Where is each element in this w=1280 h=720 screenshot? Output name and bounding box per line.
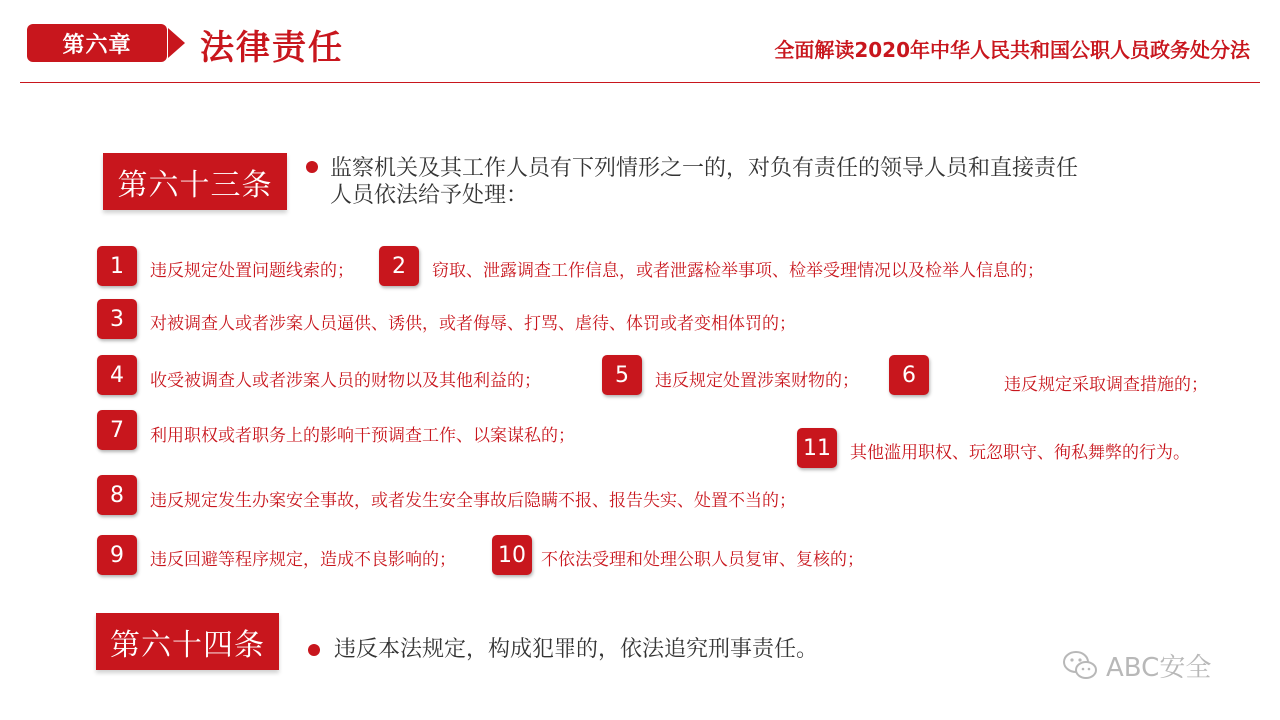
book-title: 全面解读2020年中华人民共和国公职人员政务处分法 (774, 38, 1250, 62)
bullet-icon (308, 644, 320, 656)
item-number-badge: 10 (492, 535, 532, 575)
article-64-text: 违反本法规定，构成犯罪的，依法追究刑事责任。 (334, 637, 819, 662)
article-63-lead (330, 155, 1078, 209)
item-number-badge: 2 (379, 246, 419, 286)
item-text: 利用职权或者职务上的影响干预调查工作、以案谋私的； (150, 426, 575, 446)
header-divider (20, 82, 1260, 83)
item-text: 其他滥用职权、玩忽职守、徇私舞弊的行为。 (850, 443, 1190, 463)
item-number-badge: 4 (97, 355, 137, 395)
wechat-icon (1062, 650, 1098, 682)
item-number-badge: 1 (97, 246, 137, 286)
chapter-title: 法律责任 (200, 28, 344, 68)
chapter-arrow-icon (168, 28, 185, 58)
article-63-lead-line1: 监察机关及其工作人员有下列情形之一的，对负有责任的领导人员和直接责任 (330, 156, 1079, 181)
watermark-text: ABC安全 (1106, 653, 1212, 683)
item-number-badge: 5 (602, 355, 642, 395)
watermark (1062, 647, 1211, 684)
item-text: 对被调查人或者涉案人员逼供、诱供，或者侮辱、打骂、虐待、体罚或者变相体罚的； (150, 314, 796, 334)
bullet-icon (306, 161, 318, 173)
item-text: 窃取、泄露调查工作信息，或者泄露检举事项、检举受理情况以及检举人信息的； (432, 261, 1044, 281)
item-number-badge: 7 (97, 410, 137, 450)
item-number-badge: 11 (797, 428, 837, 468)
item-text: 不依法受理和处理公职人员复审、复核的； (541, 550, 864, 570)
item-text: 收受被调查人或者涉案人员的财物以及其他利益的； (150, 371, 541, 391)
item-number-badge: 8 (97, 475, 137, 515)
item-text: 违反规定发生办案安全事故，或者发生安全事故后隐瞒不报、报告失实、处置不当的； (150, 491, 796, 511)
item-number-badge: 3 (97, 299, 137, 339)
article-63-lead-line2: 人员依法给予处理： (330, 183, 529, 208)
item-number-badge: 6 (889, 355, 929, 395)
chapter-tag: 第六章 (27, 24, 167, 62)
item-text: 违反规定采取调查措施的； (1004, 375, 1208, 395)
item-number-badge: 9 (97, 535, 137, 575)
item-text: 违反规定处置问题线索的； (150, 261, 354, 281)
item-text: 违反回避等程序规定，造成不良影响的； (150, 550, 456, 570)
article-63-tag: 第六十三条 (103, 153, 287, 210)
item-text: 违反规定处置涉案财物的； (655, 371, 859, 391)
article-64-tag: 第六十四条 (96, 613, 279, 670)
